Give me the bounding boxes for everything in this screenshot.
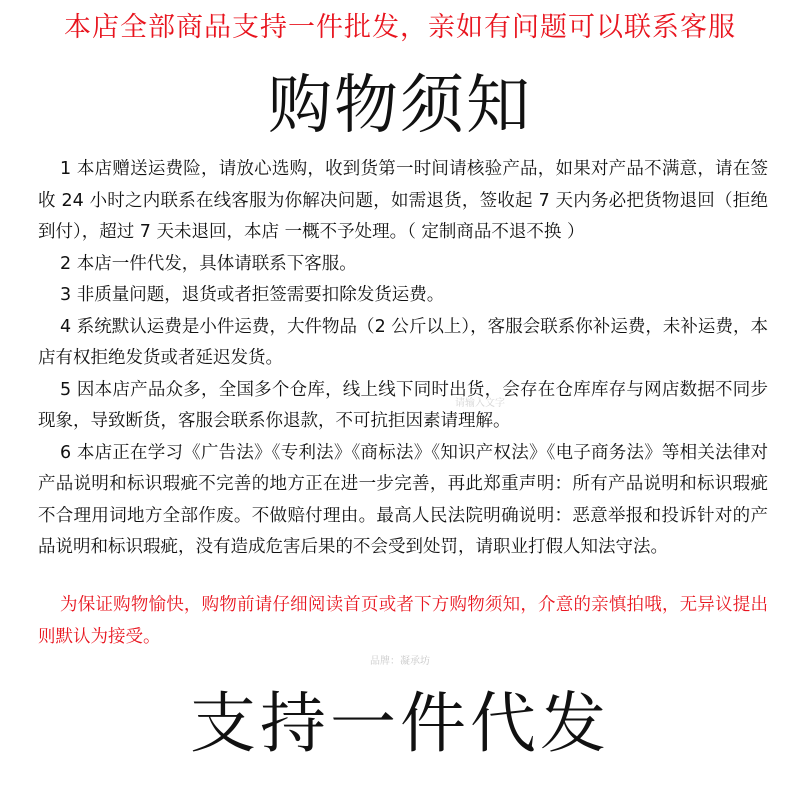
rule-item: 1 本店赠送运费险，请放心选购，收到货第一时间请核验产品，如果对产品不满意，请在签收 24 小时之内联系在线客服为你解决问题，如需退货，签收起 7 天内务必把货物退回（拒绝到付），超过 7 天未退回，本店 一概不予处理。（ 定制商品不退不换 ） xyxy=(38,159,768,242)
rule-item: 5 因本店产品众多，全国多个仓库，线上线下同时出货，会存在仓库库存与网店数据不同步现象，导致断货，客服会联系你退款，不可抗拒因素请理解。 xyxy=(38,379,768,431)
rules-list xyxy=(38,154,768,564)
rule-item: 2 本店一件代发，具体请联系下客服。 xyxy=(60,253,357,274)
rule-item: 3 非质量问题，退货或者拒签需要扣除发货运费。 xyxy=(60,285,445,305)
notice-text: 为保证购物愉快，购物前请仔细阅读首页或者下方购物须知，介意的亲慎拍哦，无异议提出则默认为接受。 xyxy=(38,595,768,647)
page-title: 购物须知 xyxy=(268,69,532,143)
brand-watermark: 品牌：凝承坊 xyxy=(370,656,430,667)
watermark-text: 请输入文字 xyxy=(455,398,505,409)
banner-text: 本店全部商品支持一件批发，亲如有问题可以联系客服 xyxy=(64,12,736,43)
rule-item: 6 本店正在学习《广告法》《专利法》《商标法》《知识产权法》《电子商务法》等相关法律对产品说明和标识瑕疵不完善的地方正在进一步完善，再此郑重声明：所有产品说明和标识瑕疵不合理用词地方全部作废。不做赔付理由。最高人民法院明确说明：恶意举报和投诉针对的产品说明和标识瑕疵，没有造成危害后果的不会受到处罚，请职业打假人知法守法。 xyxy=(38,442,768,557)
rule-item: 4 系统默认运费是小件运费，大件物品（2 公斤以上），客服会联系你补运费，未补运费，本店有权拒绝发货或者延迟发货。 xyxy=(38,316,768,368)
footer-title: 支持一件代发 xyxy=(190,685,610,762)
